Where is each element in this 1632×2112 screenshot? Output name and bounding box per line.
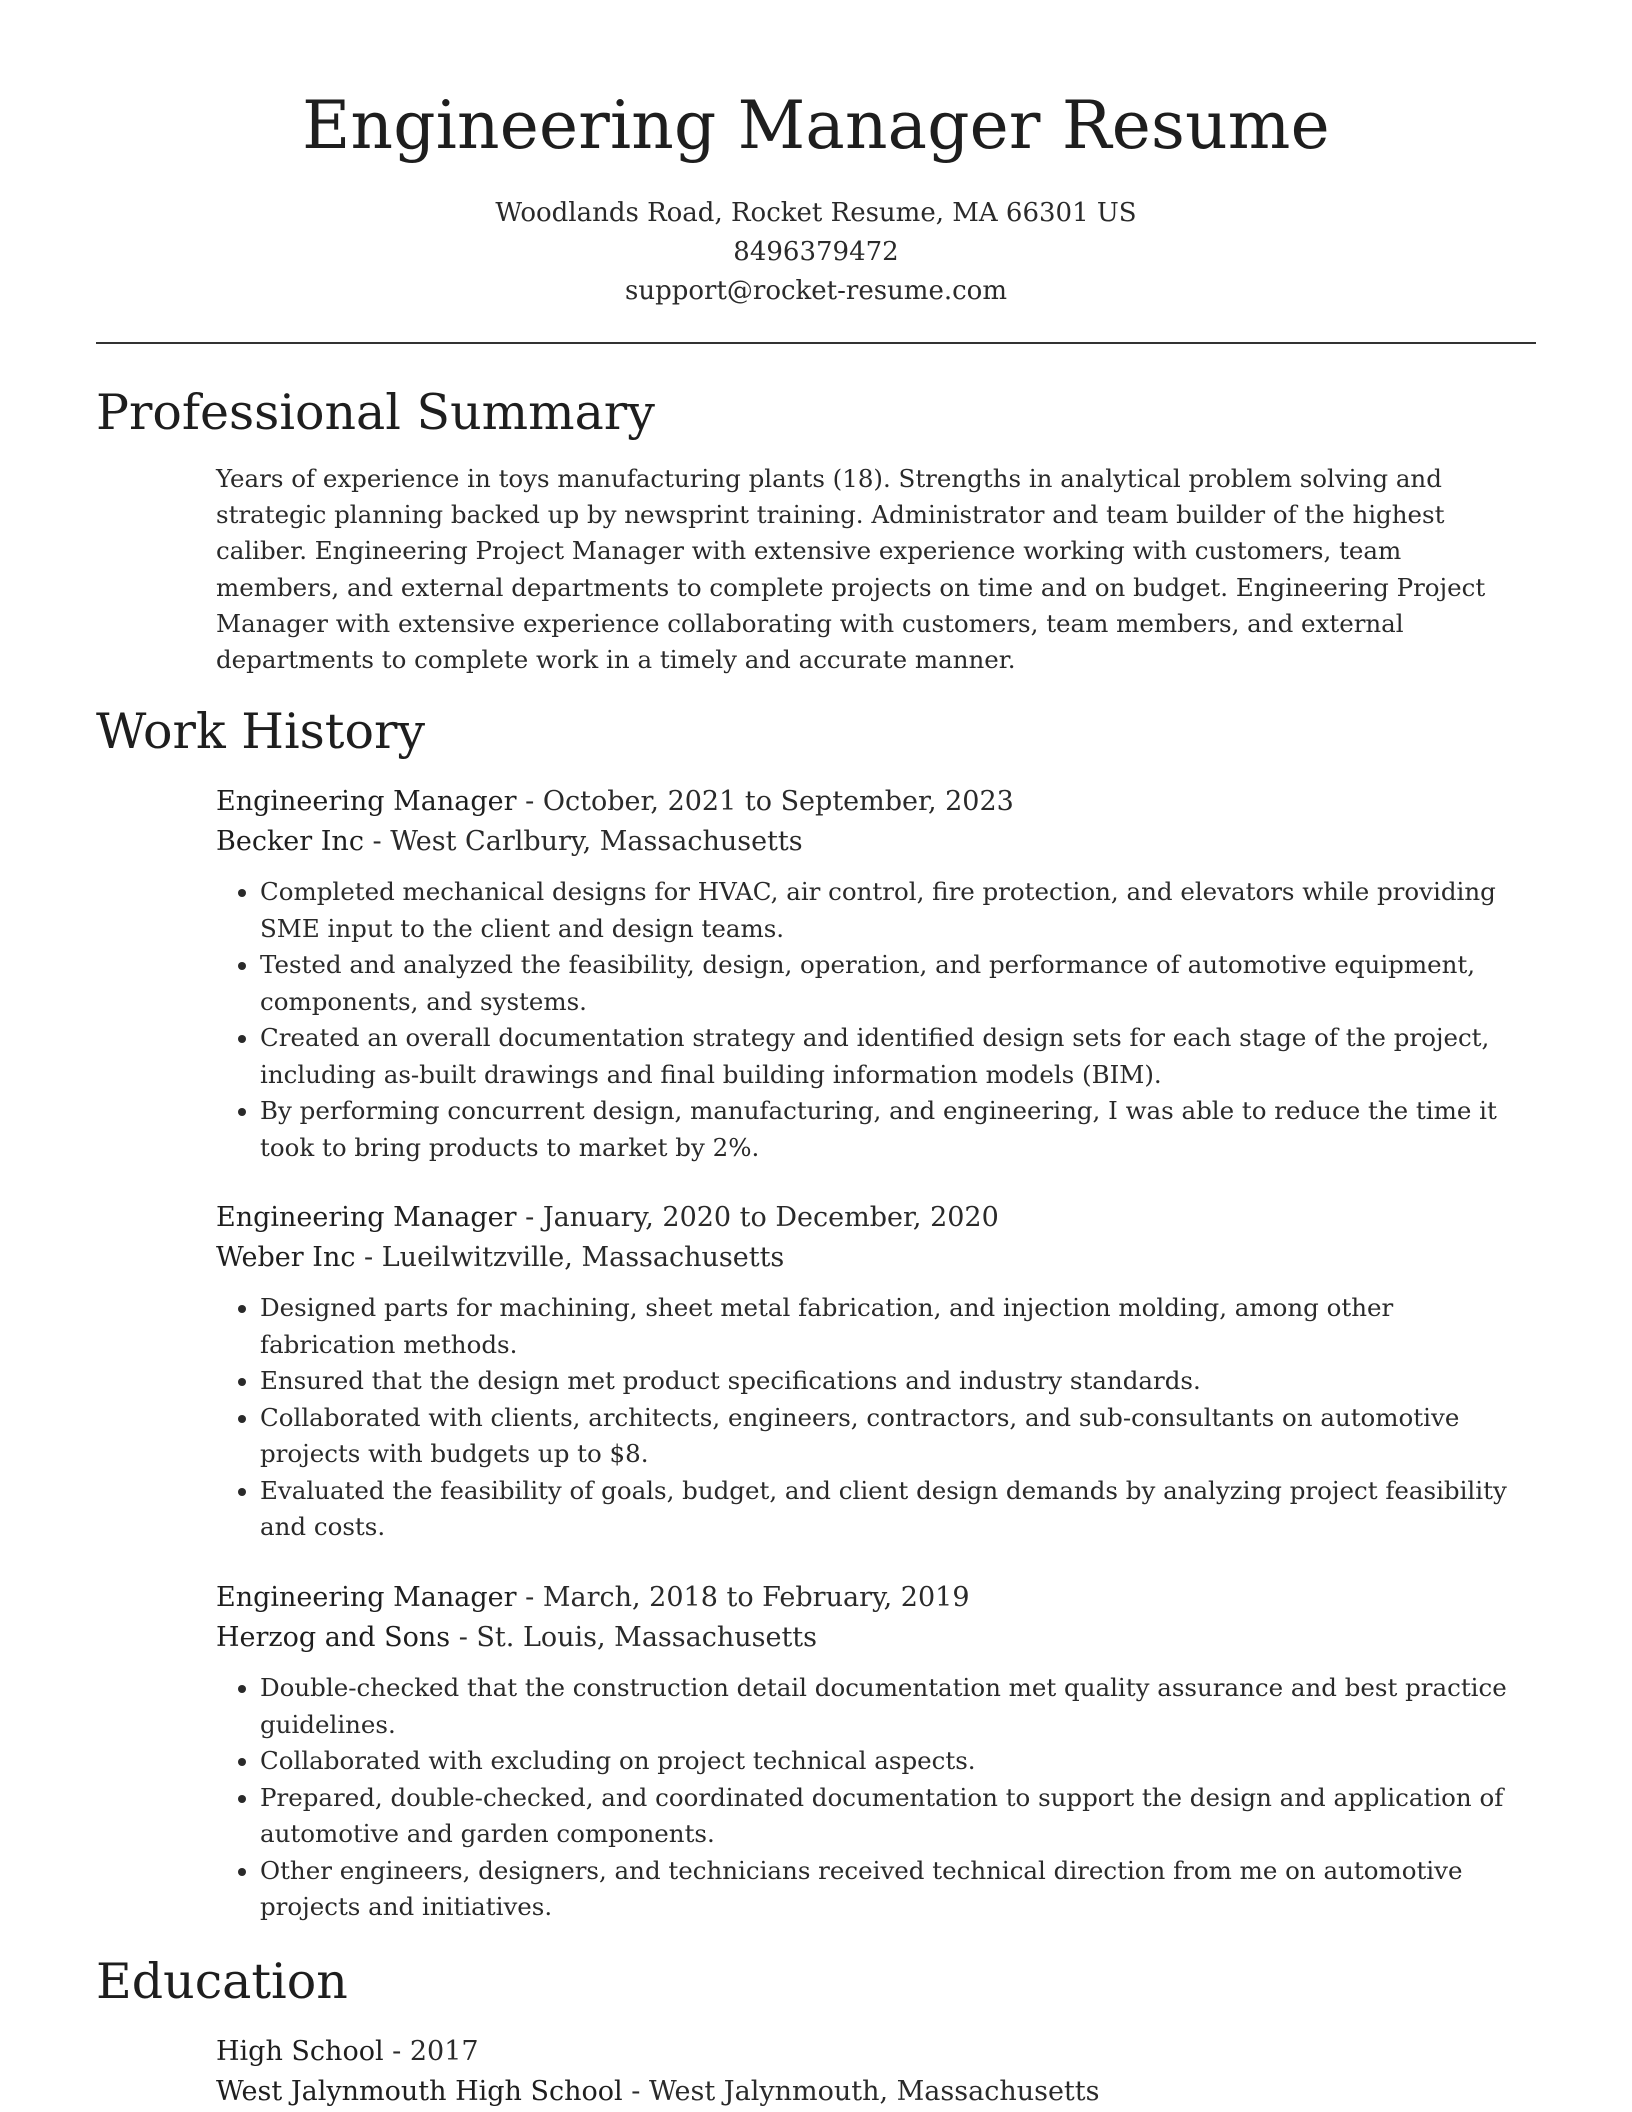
education-degree-line xyxy=(216,2032,1536,2072)
education-location: - West Jalynmouth, Massachusetts xyxy=(622,2076,1100,2107)
job-company: Becker Inc xyxy=(216,826,364,857)
job-title-line xyxy=(216,1578,1536,1618)
job-entry xyxy=(216,1578,1536,1926)
job-bullet: • Collaborated with clients, architects, engineers, contractors, and sub-consultants on automotive projects with budgets up to $8. xyxy=(260,1400,1528,1473)
job-company-line xyxy=(216,822,1536,862)
job-title: Engineering Manager xyxy=(216,786,517,817)
job-title: Engineering Manager xyxy=(216,1582,517,1613)
resume-title: Engineering Manager Resume xyxy=(302,87,1330,164)
job-company-line xyxy=(216,1618,1536,1658)
job-company: Herzog and Sons xyxy=(216,1622,451,1653)
job-dates: - January, 2020 to December, 2020 xyxy=(516,1202,999,1233)
job-bullet: • Prepared, double-checked, and coordinated documentation to support the design and application of automotive and garden components. xyxy=(260,1780,1528,1853)
job-company-line xyxy=(216,1238,1536,1278)
work-history-heading: Work History xyxy=(96,703,426,760)
education-school: West Jalynmouth High School xyxy=(216,2076,623,2107)
job-location: - Lueilwitzville, Massachusetts xyxy=(355,1242,785,1273)
job-bullets xyxy=(216,1670,1528,1926)
education-year: - 2017 xyxy=(383,2036,479,2067)
job-bullet: • Tested and analyzed the feasibility, design, operation, and performance of automotive equipment, components, and systems. xyxy=(260,947,1528,1020)
job-bullets xyxy=(216,1290,1528,1546)
job-bullet: • Created an overall documentation strategy and identified design sets for each stage of the project, including as-built drawings and final building information models (BIM). xyxy=(260,1020,1528,1093)
job-bullet: • Other engineers, designers, and technicians received technical direction from me on automotive projects and initiatives. xyxy=(260,1853,1528,1926)
contact-phone: 8496379472 xyxy=(733,237,899,267)
job-company: Weber Inc xyxy=(216,1242,356,1273)
resume-header xyxy=(96,80,1536,311)
job-bullet: • Evaluated the feasibility of goals, budget, and client design demands by analyzing project feasibility and costs. xyxy=(260,1473,1528,1546)
job-bullet: • By performing concurrent design, manufacturing, and engineering, I was able to reduce the time it took to bring products to market by 2%. xyxy=(260,1093,1528,1166)
education-degree: High School xyxy=(216,2036,384,2067)
job-bullets xyxy=(216,874,1528,1166)
education-heading: Education xyxy=(96,1953,348,2010)
summary-text: Years of experience in toys manufacturing plants (18). Strengths in analytical problem solving and strategic planning backed up by newsprint training. Administrator and team builder of the highest caliber. Engineering Project Manager with extensive experience working with customers, team members, and external departments to complete projects on time and on budget. Engineering Project Manager with extensive experience collaborating with customers, team members, and external departments to complete work in a timely and accurate manner. xyxy=(216,464,1486,675)
job-location: - St. Louis, Massachusetts xyxy=(450,1622,818,1653)
job-bullet: • Double-checked that the construction detail documentation met quality assurance and best practice guidelines. xyxy=(260,1670,1528,1743)
job-title-line xyxy=(216,1198,1536,1238)
job-dates: - October, 2021 to September, 2023 xyxy=(516,786,1014,817)
job-entry xyxy=(216,782,1536,1166)
job-title: Engineering Manager xyxy=(216,1202,517,1233)
job-dates: - March, 2018 to February, 2019 xyxy=(516,1582,970,1613)
contact-email: support@rocket-resume.com xyxy=(624,276,1007,306)
job-location: - West Carlbury, Massachusetts xyxy=(363,826,803,857)
job-bullet: • Designed parts for machining, sheet metal fabrication, and injection molding, among other fabrication methods. xyxy=(260,1290,1528,1363)
summary-heading: Professional Summary xyxy=(96,384,655,441)
header-divider xyxy=(96,342,1536,344)
job-title-line xyxy=(216,782,1536,822)
job-bullet: • Ensured that the design met product specifications and industry standards. xyxy=(260,1363,1528,1400)
contact-address: Woodlands Road, Rocket Resume, MA 66301 US xyxy=(495,198,1137,228)
education-school-line xyxy=(216,2072,1536,2112)
education-entry xyxy=(216,2032,1536,2112)
job-bullet: • Completed mechanical designs for HVAC, air control, fire protection, and elevators while providing SME input to the client and design teams. xyxy=(260,874,1528,947)
job-entry xyxy=(216,1198,1536,1546)
job-bullet: • Collaborated with excluding on project technical aspects. xyxy=(260,1743,1528,1780)
